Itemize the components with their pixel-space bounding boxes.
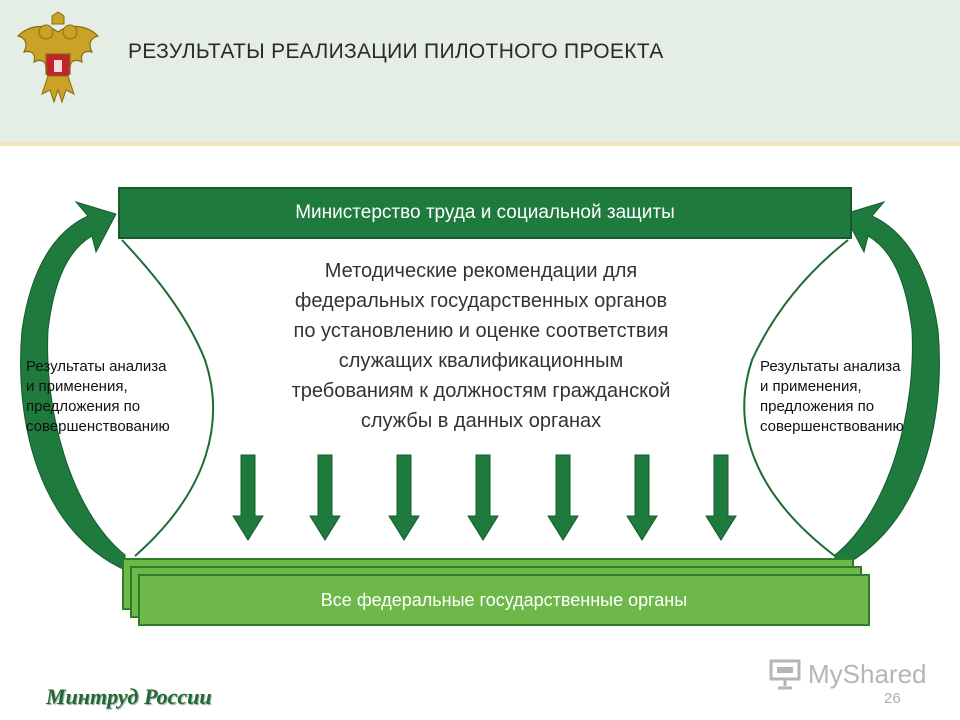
left-feedback-line: совершенствованию [26,418,170,435]
recommendations-line: служащих квалификационным [338,350,624,372]
watermark-text: MyShared [808,658,927,689]
left-feedback-line: и применения, [26,378,128,395]
right-feedback-text [760,357,960,437]
federal-agencies-label: Все федеральные государственные органы [320,589,688,610]
down-arrow [233,455,263,540]
down-arrow [310,455,340,540]
right-feedback-line: совершенствованию [760,418,904,435]
ministry-box-label: Министерство труда и социальной защиты [295,202,675,223]
footer-brand: Минтруд России [46,684,212,709]
right-feedback-line: предложения по [760,398,875,415]
down-arrows [233,455,736,540]
left-feedback-text [26,357,226,437]
recommendations-line: требованиям к должностям гражданской [291,380,671,402]
watermark [768,656,928,692]
right-feedback-line: и применения, [760,378,862,395]
left-feedback-line: предложения по [26,398,141,415]
recommendations-line: федеральных государственных органов [294,290,668,312]
presentation-icon [768,658,802,690]
recommendations-text [232,256,730,436]
down-arrow [706,455,736,540]
recommendations-line: по установлению и оценке соответствия [293,320,669,342]
down-arrow [468,455,498,540]
ministry-box [118,187,852,239]
down-arrow [548,455,578,540]
left-feedback-line: Результаты анализа [26,358,167,375]
right-feedback-line: Результаты анализа [760,358,901,375]
federal-agencies-box [138,574,870,626]
down-arrow [627,455,657,540]
recommendations-line: Методические рекомендации для [324,260,638,282]
recommendations-line: службы в данных органах [360,410,602,432]
page-number: 26 [884,690,901,707]
page-title: РЕЗУЛЬТАТЫ РЕАЛИЗАЦИИ ПИЛОТНОГО ПРОЕКТА [128,40,664,63]
down-arrow [389,455,419,540]
